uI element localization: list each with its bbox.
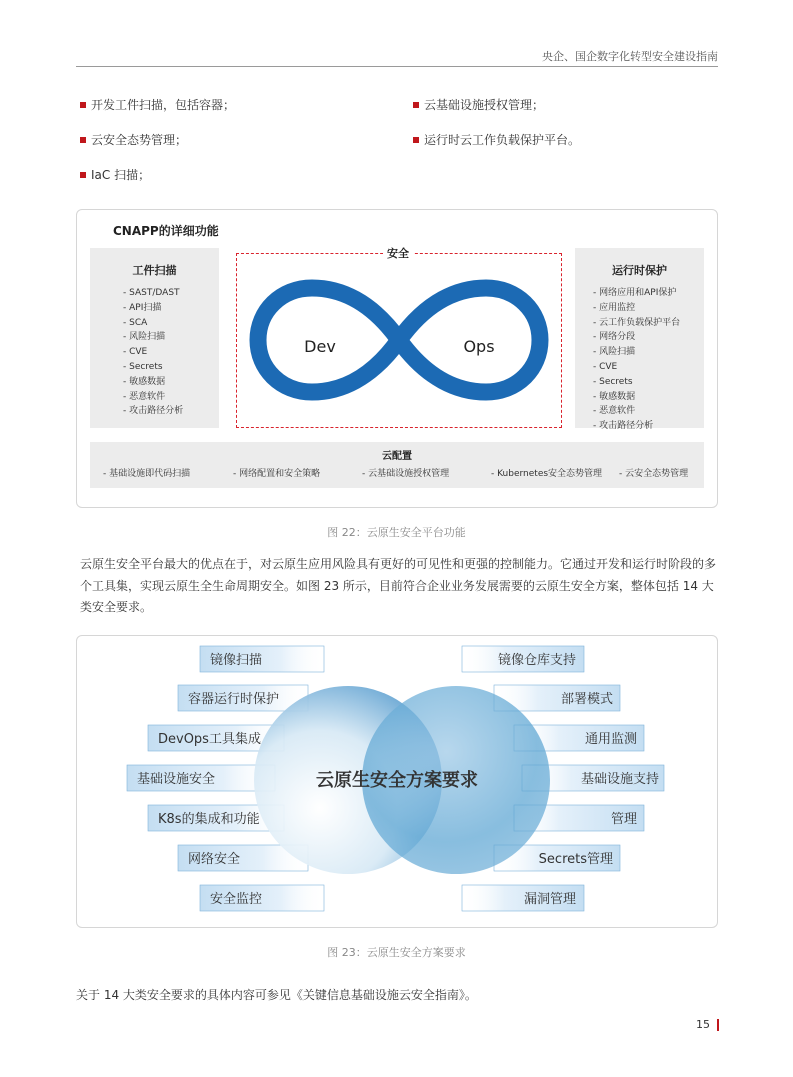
bullet-item: IaC 扫描； xyxy=(80,166,150,183)
bullet-square-icon xyxy=(413,137,419,143)
list-item: - 敏感数据 xyxy=(123,376,166,387)
requirement-label: 容器运行时保护 xyxy=(188,692,280,707)
list-item: - 网络应用和API保护 xyxy=(593,288,677,298)
bullet-item: 云安全态势管理； xyxy=(80,131,187,148)
requirement-label: 通用监测 xyxy=(584,732,637,747)
figure-22-title: CNAPP的详细功能 xyxy=(113,224,219,238)
header-divider xyxy=(76,66,718,67)
list-item: - 恶意软件 xyxy=(593,406,636,417)
artifact-scan-heading: 工件扫描 xyxy=(132,264,177,277)
list-item: - 风险扫描 xyxy=(123,332,166,343)
page-number: 15 xyxy=(696,1018,710,1031)
list-item: - Secrets xyxy=(123,361,163,372)
list-item: - SAST/DAST xyxy=(123,288,180,298)
body-paragraph: 云原生安全平台最大的优点在于，对云原生应用风险具有更好的可见性和更强的控制能力。它通过开发和运行时阶段的多个工具集，实现云原生全生命周期安全。如图 23 所示，目前符合企业业务发展需要的云原生安全方案，整体包括 14 大类安全要求。 xyxy=(80,557,717,614)
list-item: - CVE xyxy=(593,361,618,372)
requirement-label: 基础设施支持 xyxy=(580,772,659,787)
bullet-square-icon xyxy=(80,102,86,108)
requirement-label: 网络安全 xyxy=(188,852,241,867)
cloud-config-item: - 网络配置和安全策略 xyxy=(233,469,321,479)
cloud-config-box xyxy=(90,442,704,488)
artifact-scan-list xyxy=(123,286,183,419)
requirement-label: DevOps工具集成 xyxy=(158,732,261,747)
requirement-label: 漏洞管理 xyxy=(523,892,576,907)
ops-label: Ops xyxy=(463,337,495,356)
devops-infinity-icon xyxy=(236,253,562,428)
list-item: - 敏感数据 xyxy=(593,391,636,402)
diagram-center-title: 云原生安全方案要求 xyxy=(316,770,478,791)
requirement-label: 基础设施安全 xyxy=(137,772,216,787)
figure-23-caption: 图 23：云原生安全方案要求 xyxy=(327,946,466,959)
list-item: - CVE xyxy=(123,347,148,358)
list-item: - Secrets xyxy=(593,376,633,387)
list-item: - SCA xyxy=(123,317,148,328)
requirement-label: 部署模式 xyxy=(560,692,613,707)
list-item: - 攻击路径分析 xyxy=(593,421,654,432)
runtime-protection-box xyxy=(575,248,704,432)
requirement-label: 镜像仓库支持 xyxy=(497,653,576,668)
requirement-label: K8s的集成和功能 xyxy=(158,812,260,827)
page-number-accent xyxy=(717,1019,719,1031)
footer-paragraph: 关于 14 大类安全要求的具体内容可参见《关键信息基础设施云安全指南》。 xyxy=(76,988,477,1002)
list-item: - 恶意软件 xyxy=(123,391,166,402)
cloud-config-item: - Kubernetes安全态势管理 xyxy=(491,469,603,479)
cloud-config-item: - 云安全态势管理 xyxy=(619,469,689,479)
requirement-label: 安全监控 xyxy=(210,892,263,907)
runtime-protection-list xyxy=(593,286,680,434)
list-item: - API扫描 xyxy=(123,302,162,313)
bullet-item: 运行时云工作负载保护平台。 xyxy=(413,131,580,148)
list-item: - 应用监控 xyxy=(593,302,636,313)
dev-label: Dev xyxy=(304,337,336,356)
requirement-label: 镜像扫描 xyxy=(210,653,263,668)
cloud-config-item: - 云基础设施授权管理 xyxy=(362,469,450,479)
list-item: - 风险扫描 xyxy=(593,347,636,358)
artifact-scan-box xyxy=(90,248,219,428)
requirement-label: 管理 xyxy=(610,812,637,827)
security-label: 安全 xyxy=(383,245,413,261)
running-header: 央企、国企数字化转型安全建设指南 xyxy=(542,50,718,63)
list-item: - 网络分段 xyxy=(593,332,636,343)
cloud-config-item: - 基础设施即代码扫描 xyxy=(103,469,191,479)
bullet-item: 云基础设施授权管理； xyxy=(413,96,544,113)
list-item: - 云工作负载保护平台 xyxy=(593,317,681,328)
bullet-square-icon xyxy=(413,102,419,108)
bullet-item: 开发工件扫描，包括容器； xyxy=(80,96,235,113)
cloud-config-heading: 云配置 xyxy=(382,451,412,462)
list-item: - 攻击路径分析 xyxy=(123,406,184,417)
bullet-square-icon xyxy=(80,172,86,178)
runtime-protection-heading: 运行时保护 xyxy=(612,264,667,277)
bullet-square-icon xyxy=(80,137,86,143)
figure-22-caption: 图 22：云原生安全平台功能 xyxy=(327,526,466,539)
requirement-label: Secrets管理 xyxy=(538,852,613,867)
cloud-native-security-requirements-diagram xyxy=(76,635,718,928)
